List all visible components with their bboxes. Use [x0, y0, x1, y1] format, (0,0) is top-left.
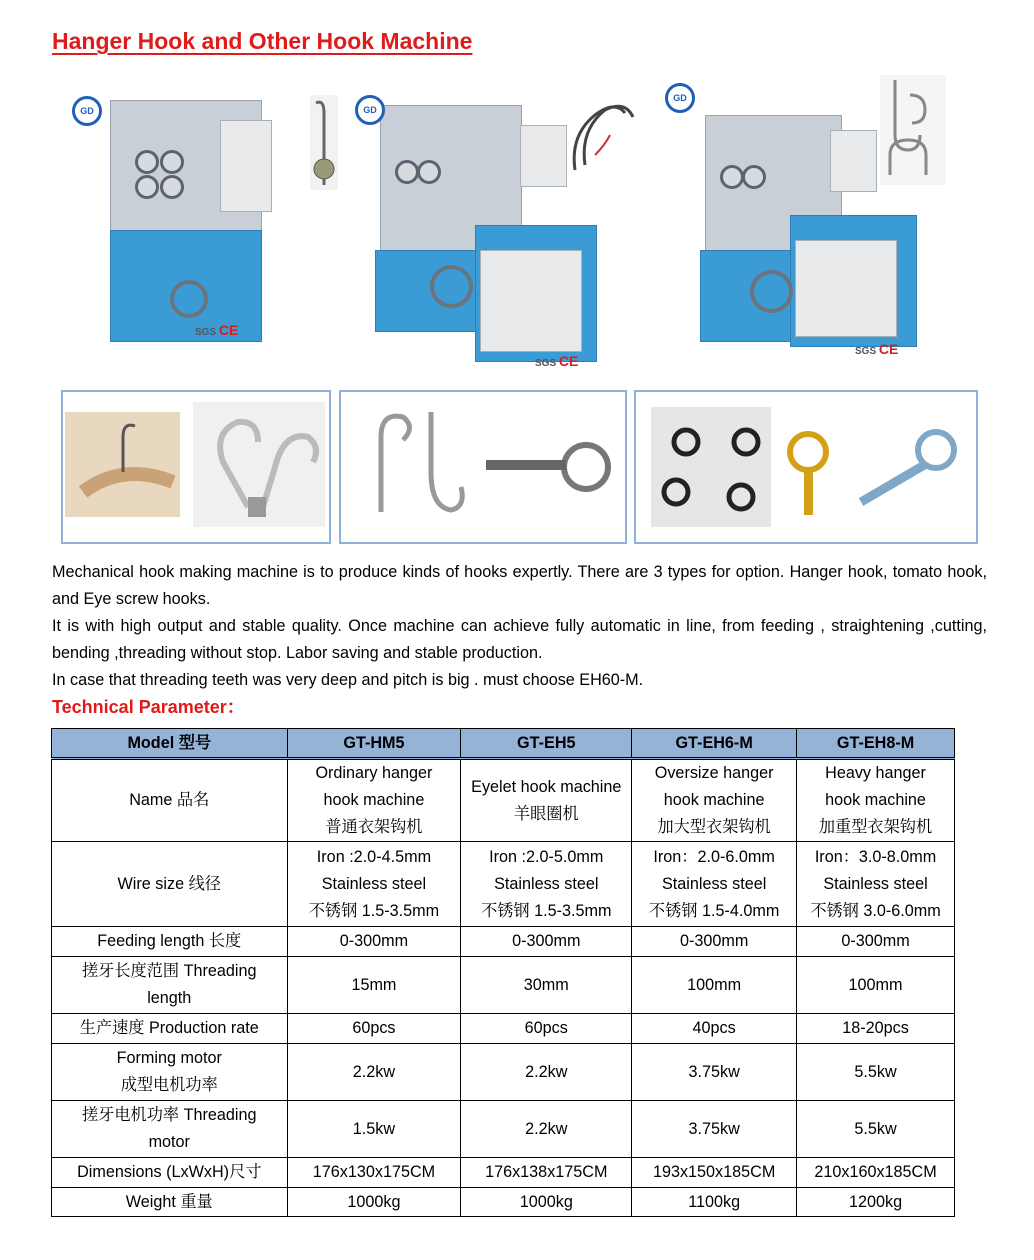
cell-line: 40pcs: [692, 1019, 736, 1037]
table-cell: [287, 1101, 461, 1158]
cell-line: Weight 重量: [125, 1192, 213, 1211]
hook-sample-image: [565, 95, 640, 175]
table-cell: [632, 957, 797, 1014]
table-cell: [287, 1188, 461, 1217]
cell-line: 18-20pcs: [842, 1019, 909, 1037]
cell-line: 5.5kw: [854, 1062, 897, 1081]
row-label-cell: [52, 957, 288, 1014]
cell-line: Iron：2.0-6.0mm: [653, 847, 775, 866]
row-label-cell: [52, 1158, 288, 1188]
table-row: [52, 1158, 955, 1188]
cell-line: 搓牙长度范围 Threading: [82, 962, 257, 980]
cell-line: 30mm: [523, 975, 569, 994]
table-cell: [287, 842, 461, 927]
cell-line: 1200kg: [848, 1192, 903, 1211]
cell-line: Heavy hanger: [825, 764, 926, 782]
cell-line: 搓牙电机功率 Threading: [82, 1106, 257, 1124]
description-paragraph: In case that threading teeth was very deep and pitch is big . must choose EH60-M.: [52, 671, 644, 689]
table-cell: [461, 1044, 632, 1101]
cell-line: 210x160x185CM: [814, 1163, 937, 1181]
table-header-cell: GT-EH5: [461, 729, 632, 759]
table-cell: [287, 957, 461, 1014]
cell-line: 羊眼圈机: [513, 804, 579, 823]
certification-marks: SGS CE: [855, 341, 899, 357]
cell-line: Wire size 线径: [117, 874, 221, 893]
table-header-row: [52, 729, 955, 759]
cell-line: 100mm: [687, 975, 742, 994]
cell-line: 176x130x175CM: [312, 1163, 436, 1181]
page-title: Hanger Hook and Other Hook Machine: [52, 28, 473, 54]
hanger-hook-sample-image: [310, 95, 338, 190]
row-label-cell: [52, 1101, 288, 1158]
table-cell: [797, 927, 955, 957]
table-row: [52, 1188, 955, 1217]
cell-line: 不锈钢 3.0-6.0mm: [810, 901, 941, 920]
cell-line: 加大型衣架钩机: [657, 818, 771, 836]
table-cell: [632, 759, 797, 842]
table-cell: [287, 759, 461, 842]
table-cell: [287, 927, 461, 957]
cell-line: Ordinary hanger: [315, 764, 433, 782]
cell-line: 3.75kw: [688, 1119, 740, 1138]
cell-line: hook machine: [323, 791, 425, 809]
cell-line: Oversize hanger: [654, 764, 774, 782]
cell-line: 15mm: [351, 975, 397, 994]
table-cell: [461, 842, 632, 927]
cell-line: 60pcs: [352, 1019, 396, 1037]
table-cell: [632, 927, 797, 957]
cell-line: 3.75kw: [688, 1062, 740, 1081]
cell-line: 0-300mm: [512, 932, 581, 950]
table-header-cell: GT-HM5: [287, 729, 461, 759]
row-label-cell: [52, 1044, 288, 1101]
cell-line: length: [147, 989, 192, 1007]
table-cell: [632, 1014, 797, 1044]
table-cell: [287, 1014, 461, 1044]
cell-line: Iron :2.0-5.0mm: [489, 847, 604, 866]
table-cell: [797, 842, 955, 927]
table-cell: [461, 1014, 632, 1044]
tomato-hook-samples-box: [339, 390, 627, 544]
cell-line: hook machine: [663, 791, 765, 809]
cell-line: 成型电机功率: [120, 1076, 218, 1094]
table-cell: [461, 927, 632, 957]
technical-parameter-table: [51, 728, 955, 1217]
table-cell: [461, 957, 632, 1014]
cell-line: 5.5kw: [854, 1119, 897, 1138]
table-cell: [461, 759, 632, 842]
table-header-cell: Model 型号: [52, 729, 288, 759]
cell-line: 1000kg: [347, 1192, 401, 1211]
eye-hook-sample-image: [880, 75, 946, 185]
cell-line: 加重型衣架钩机: [818, 818, 933, 836]
cell-line: Stainless steel: [823, 874, 928, 893]
table-row: [52, 759, 955, 842]
certification-marks: SGS CE: [535, 353, 579, 369]
cell-line: 2.2kw: [525, 1119, 568, 1138]
table-row: [52, 842, 955, 927]
cell-line: 0-300mm: [339, 932, 409, 950]
table-cell: [632, 842, 797, 927]
table-cell: [797, 1014, 955, 1044]
cell-line: Forming motor: [116, 1049, 222, 1067]
table-cell: [797, 1101, 955, 1158]
cell-line: Iron :2.0-4.5mm: [316, 847, 432, 866]
cell-line: Stainless steel: [321, 874, 427, 893]
table-cell: [287, 1158, 461, 1188]
brand-logo: GD: [665, 83, 695, 113]
table-cell: [632, 1044, 797, 1101]
machine-photo-hm5: [70, 90, 290, 350]
cell-line: Name 品名: [129, 791, 210, 809]
row-label-cell: [52, 759, 288, 842]
cell-line: 普通衣架钩机: [325, 818, 423, 836]
hanger-samples-box: [61, 390, 331, 544]
cell-line: 不锈钢 1.5-3.5mm: [308, 901, 440, 920]
table-cell: [797, 1044, 955, 1101]
cell-line: Stainless steel: [661, 874, 767, 893]
table-header-cell: GT-EH6-M: [632, 729, 797, 759]
table-cell: [461, 1188, 632, 1217]
cell-line: Feeding length 长度: [97, 932, 242, 950]
table-row: [52, 1044, 955, 1101]
table-cell: [461, 1101, 632, 1158]
row-label-cell: [52, 842, 288, 927]
table-row: [52, 1014, 955, 1044]
table-row: [52, 1101, 955, 1158]
cell-line: 1000kg: [519, 1192, 573, 1211]
cell-line: 100mm: [848, 975, 903, 994]
description-paragraph: It is with high output and stable quality. Once machine can achieve fully automatic in line, from feeding , straightening ,cutting, bending ,threading without stop. Labor saving and stable production.: [52, 617, 987, 662]
technical-parameter-heading: Technical Parameter：: [52, 697, 245, 717]
cell-line: 193x150x185CM: [652, 1163, 776, 1181]
table-row: [52, 927, 955, 957]
cell-line: 生产速度 Production rate: [79, 1019, 259, 1037]
description-paragraph: Mechanical hook making machine is to produce kinds of hooks expertly. There are 3 types for option. Hanger hook, tomato hook, and Eye screw hooks.: [52, 563, 987, 608]
cell-line: 1100kg: [688, 1192, 741, 1211]
brand-logo: GD: [355, 95, 385, 125]
cell-line: 176x138x175CM: [485, 1163, 608, 1181]
certification-marks: SGS CE: [195, 322, 239, 338]
cell-line: 0-300mm: [679, 932, 749, 950]
cell-line: 2.2kw: [352, 1062, 396, 1081]
cell-line: Dimensions (LxWxH)尺寸: [77, 1163, 262, 1181]
cell-line: 0-300mm: [841, 932, 910, 950]
table-cell: [797, 1188, 955, 1217]
cell-line: 60pcs: [524, 1019, 568, 1037]
table-cell: [797, 957, 955, 1014]
brand-logo: GD: [72, 96, 102, 126]
table-cell: [632, 1188, 797, 1217]
cell-line: Iron：3.0-8.0mm: [814, 847, 937, 866]
cell-line: 2.2kw: [525, 1062, 568, 1081]
row-label-cell: [52, 927, 288, 957]
cell-line: motor: [148, 1133, 190, 1151]
eye-screw-samples-box: [634, 390, 978, 544]
table-cell: [461, 1158, 632, 1188]
table-row: [52, 957, 955, 1014]
cell-line: hook machine: [825, 791, 926, 809]
cell-line: 不锈钢 1.5-4.0mm: [648, 901, 780, 920]
table-header-cell: GT-EH8-M: [797, 729, 955, 759]
table-cell: [632, 1101, 797, 1158]
table-cell: [287, 1044, 461, 1101]
description-text: [52, 559, 987, 694]
table-cell: [797, 1158, 955, 1188]
table-cell: [797, 759, 955, 842]
cell-line: 不锈钢 1.5-3.5mm: [481, 901, 612, 920]
cell-line: Eyelet hook machine: [471, 777, 622, 796]
cell-line: 1.5kw: [352, 1119, 396, 1138]
row-label-cell: [52, 1188, 288, 1217]
row-label-cell: [52, 1014, 288, 1044]
cell-line: Stainless steel: [494, 874, 599, 893]
table-cell: [632, 1158, 797, 1188]
